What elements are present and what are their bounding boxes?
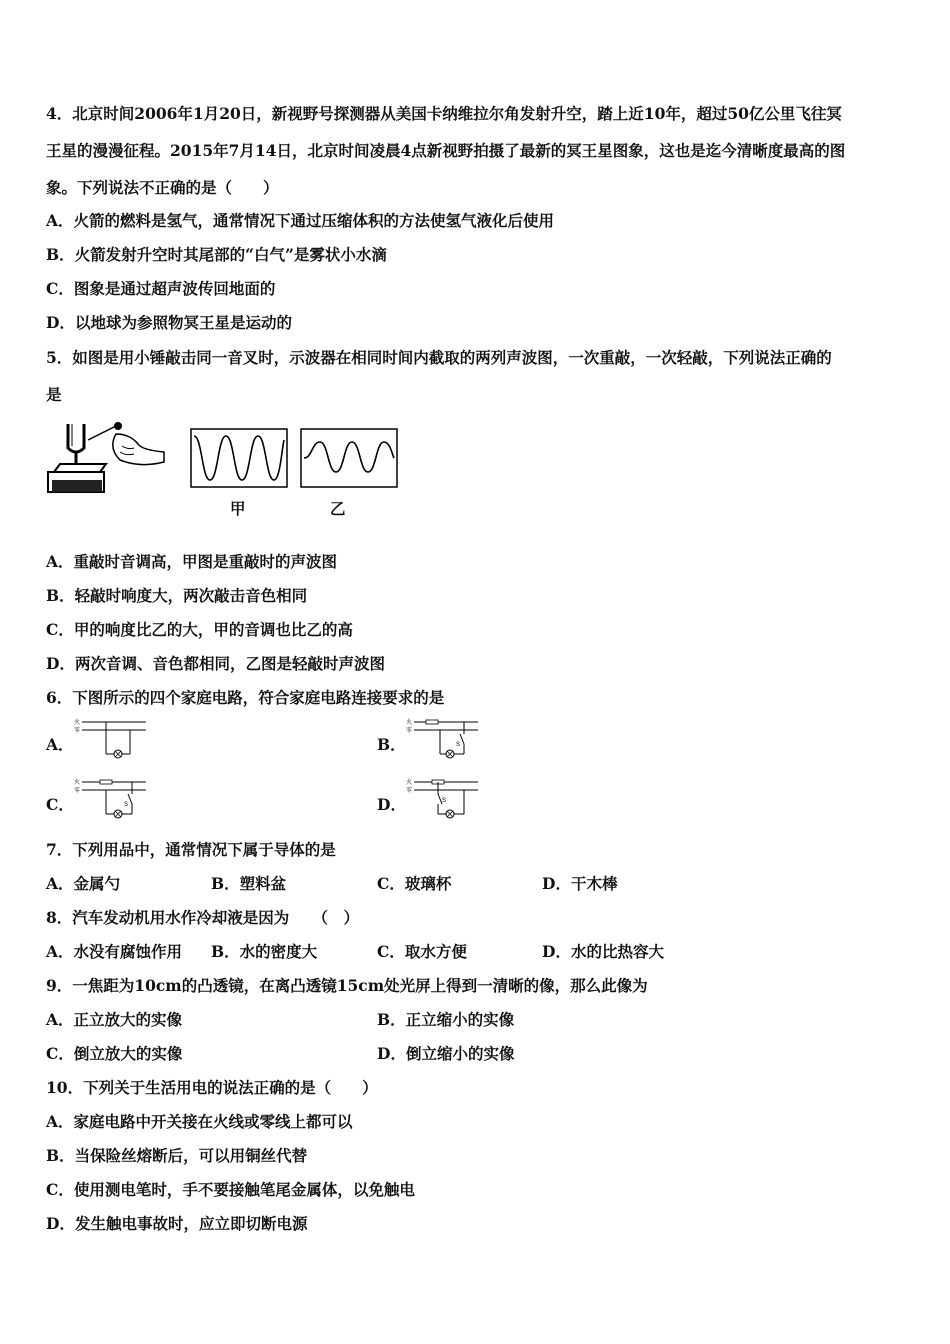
circuit-d — [404, 776, 480, 822]
waveform-yi-label: 乙 — [330, 499, 346, 518]
circuit-b-zero-label: 零 — [406, 728, 413, 734]
q5-option-a: A．重敲时音调高，甲图是重敲时的声波图 — [46, 552, 338, 571]
q4-stem-line1: 4．北京时间2006年1月20日，新视野号探测器从美国卡纳维拉尔角发射升空，踏上近10年，超过50亿公里飞往冥 — [46, 104, 842, 123]
circuit-d-fire-label: 火 — [406, 780, 413, 786]
q9-option-b: B．正立缩小的实像 — [377, 1010, 515, 1029]
q6-option-a-label: A． — [46, 735, 74, 754]
waveform-jia-label: 甲 — [230, 499, 246, 518]
q10-option-b: B．当保险丝熔断后，可以用铜丝代替 — [46, 1146, 308, 1165]
circuit-d-switch-label: S — [442, 798, 447, 804]
q4-option-c: C．图象是通过超声波传回地面的 — [46, 279, 276, 298]
q7-stem: 7．下列用品中，通常情况下属于导体的是 — [46, 840, 336, 859]
q5-stem-line1: 5．如图是用小锤敲击同一音叉时，示波器在相同时间内截取的两列声波图，一次重敲，一次轻敲，下列说法正确的 — [46, 348, 832, 367]
circuit-a-zero-label: 零 — [74, 728, 81, 734]
q9-option-d: D．倒立缩小的实像 — [377, 1044, 515, 1063]
circuit-b — [404, 716, 480, 762]
q4-option-a: A．火箭的燃料是氢气，通常情况下通过压缩体积的方法使氢气液化后使用 — [46, 211, 555, 230]
q5-option-b: B．轻敲时响度大，两次敲击音色相同 — [46, 586, 308, 605]
circuit-c-zero-label: 零 — [74, 788, 81, 794]
circuit-c — [72, 776, 148, 822]
q8-option-b: B．水的密度大 — [211, 942, 318, 961]
q4-option-b: B．火箭发射升空时其尾部的“白气”是雾状小水滴 — [46, 245, 387, 264]
q8-option-d: D．水的比热容大 — [542, 942, 664, 961]
waveform-jia — [190, 428, 288, 488]
q4-option-d: D．以地球为参照物冥王星是运动的 — [46, 313, 292, 332]
circuit-c-switch-label: S — [124, 802, 129, 808]
q7-option-d: D．干木棒 — [542, 874, 618, 893]
q6-option-b-label: B． — [377, 735, 406, 754]
q5-option-c: C．甲的响度比乙的大，甲的音调也比乙的高 — [46, 620, 353, 639]
q9-option-c: C．倒立放大的实像 — [46, 1044, 183, 1063]
circuit-c-fire-label: 火 — [74, 780, 81, 786]
circuit-a — [72, 716, 148, 762]
q10-option-d: D．发生触电事故时，应立即切断电源 — [46, 1214, 308, 1233]
q10-option-a: A．家庭电路中开关接在火线或零线上都可以 — [46, 1112, 353, 1131]
circuit-b-switch-label: S — [456, 742, 461, 748]
q8-option-a: A．水没有腐蚀作用 — [46, 942, 183, 961]
q7-option-a: A．金属勺 — [46, 874, 121, 893]
q5-option-d: D．两次音调、音色都相同，乙图是轻敲时声波图 — [46, 654, 385, 673]
circuit-d-zero-label: 零 — [406, 788, 413, 794]
circuit-a-fire-label: 火 — [74, 720, 81, 726]
q5-stem-line2: 是 — [46, 385, 62, 404]
q8-option-c: C．取水方便 — [377, 942, 467, 961]
q8-stem: 8．汽车发动机用水作冷却液是因为 （ ） — [46, 908, 360, 927]
q9-stem: 9．一焦距为10cm的凸透镜，在离凸透镜15cm处光屏上得到一清晰的像，那么此像为 — [46, 976, 648, 995]
circuit-b-fire-label: 火 — [406, 720, 413, 726]
q6-option-c-label: C． — [46, 795, 74, 814]
q6-option-d-label: D． — [377, 795, 406, 814]
q9-option-a: A．正立放大的实像 — [46, 1010, 183, 1029]
waveform-yi — [300, 428, 398, 488]
q6-stem: 6．下图所示的四个家庭电路，符合家庭电路连接要求的是 — [46, 688, 445, 707]
tuning-fork-figure — [46, 420, 170, 496]
q7-option-b: B．塑料盆 — [211, 874, 287, 893]
q10-stem: 10．下列关于生活用电的说法正确的是（ ） — [46, 1078, 378, 1097]
q10-option-c: C．使用测电笔时，手不要接触笔尾金属体，以免触电 — [46, 1180, 415, 1199]
q4-stem-line2: 王星的漫漫征程。2015年7月14日，北京时间凌晨4点新视野拍摄了最新的冥王星图象，这也是迄今清晰度最高的图 — [46, 141, 846, 160]
q7-option-c: C．玻璃杯 — [377, 874, 452, 893]
q4-stem-line3: 象。下列说法不正确的是（ ） — [46, 178, 279, 197]
